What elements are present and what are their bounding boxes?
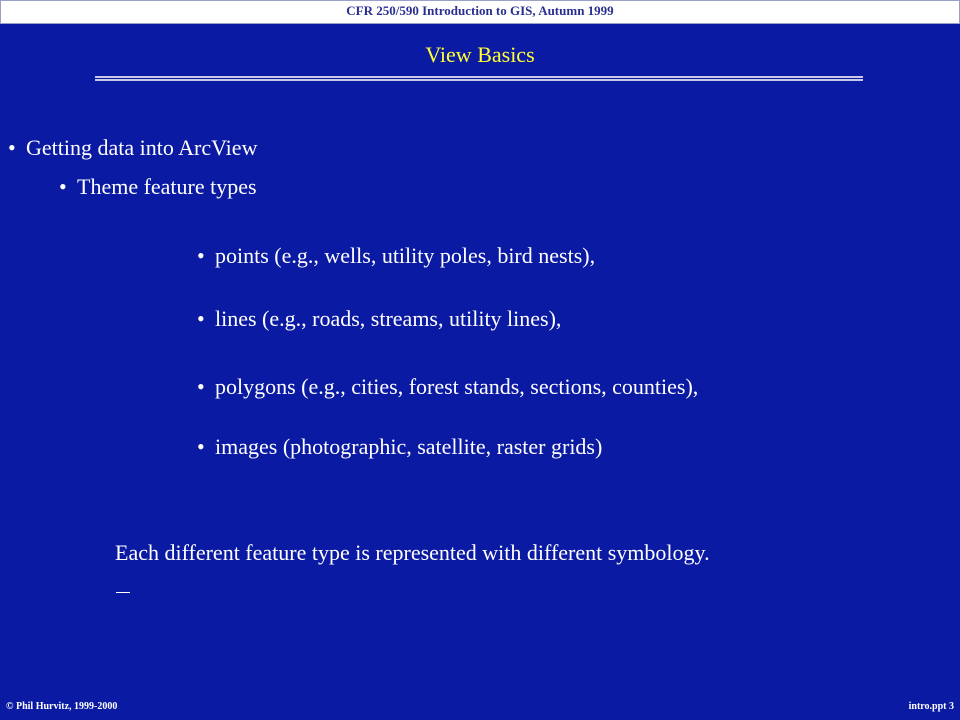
bullet-dot: •	[59, 174, 67, 199]
title-divider	[95, 79, 863, 81]
bullet-text: Getting data into ArcView	[26, 135, 258, 160]
feature-type-text: images (photographic, satellite, raster grids)	[215, 434, 603, 459]
bullet-dot: •	[197, 243, 205, 268]
bullet-dot: •	[197, 434, 205, 459]
bullet-dot: •	[197, 374, 205, 399]
feature-type-text: lines (e.g., roads, streams, utility lines),	[215, 306, 562, 331]
feature-type-item	[197, 242, 595, 270]
feature-type-item	[197, 305, 561, 333]
bullet-dot: •	[197, 306, 205, 331]
bullet-level1	[8, 134, 257, 162]
text-cursor-mark	[116, 592, 130, 593]
slide-title: View Basics	[425, 42, 535, 67]
bullet-text: Theme feature types	[77, 174, 257, 199]
title-divider	[95, 76, 863, 78]
course-title: CFR 250/590 Introduction to GIS, Autumn 1999	[346, 3, 614, 18]
summary-text: Each different feature type is represented with different symbology.	[115, 540, 710, 565]
bullet-dot: •	[8, 135, 16, 160]
bullet-level2	[59, 173, 257, 201]
feature-type-item	[197, 373, 698, 401]
feature-type-item	[197, 433, 602, 461]
footer-page-ref: intro.ppt 3	[908, 701, 954, 712]
footer-copyright: © Phil Hurvitz, 1999-2000	[6, 701, 118, 712]
feature-type-text: points (e.g., wells, utility poles, bird nests),	[215, 243, 596, 268]
feature-type-text: polygons (e.g., cities, forest stands, sections, counties),	[215, 374, 699, 399]
